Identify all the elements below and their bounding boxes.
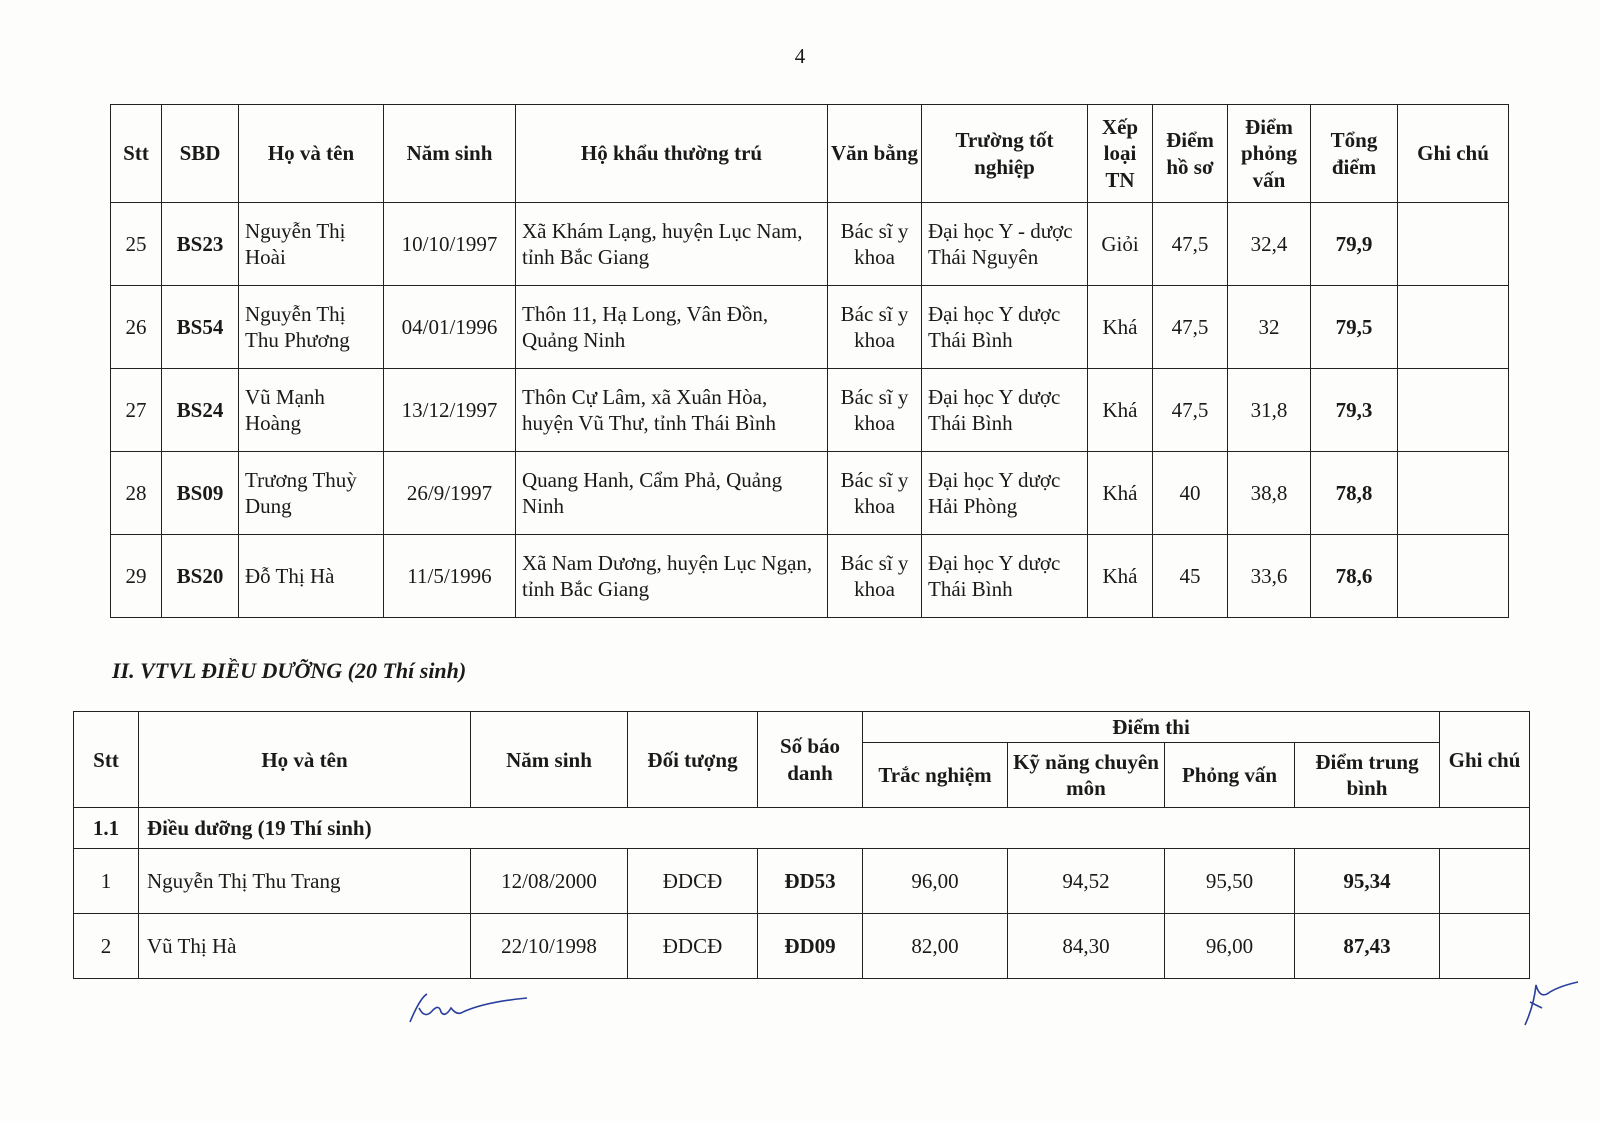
cell-address: Quang Hanh, Cẩm Phả, Quảng Ninh [516, 452, 828, 535]
table-row [111, 286, 1509, 369]
initials-signature-left [405, 990, 535, 1030]
table-row [74, 914, 1530, 979]
cell-average: 95,34 [1295, 849, 1440, 914]
cell-school: Đại học Y dược Thái Bình [922, 535, 1088, 618]
col-school: Trường tốt nghiệp [922, 105, 1088, 203]
cell-address: Xã Nam Dương, huyện Lục Ngạn, tỉnh Bắc Giang [516, 535, 828, 618]
cell-total: 78,8 [1311, 452, 1398, 535]
group-label: Điều dưỡng (19 Thí sinh) [139, 808, 1530, 849]
cell-profile: 40 [1153, 452, 1228, 535]
cell-dob: 11/5/1996 [384, 535, 516, 618]
cell-degree: Bác sĩ y khoa [828, 286, 922, 369]
cell-name: Vũ Thị Hà [139, 914, 471, 979]
cell-profile: 47,5 [1153, 286, 1228, 369]
cell-profile: 47,5 [1153, 369, 1228, 452]
cell-dob: 26/9/1997 [384, 452, 516, 535]
cell-interview: 33,6 [1228, 535, 1311, 618]
table-row [111, 535, 1509, 618]
cell-profile: 47,5 [1153, 203, 1228, 286]
cell-note [1440, 849, 1530, 914]
cell-interview: 38,8 [1228, 452, 1311, 535]
col-dob: Năm sinh [384, 105, 516, 203]
col-sbd: SBD [162, 105, 239, 203]
cell-mcq: 96,00 [863, 849, 1008, 914]
cell-sbd: BS23 [162, 203, 239, 286]
cell-sbd: BS54 [162, 286, 239, 369]
cell-interview: 95,50 [1165, 849, 1295, 914]
cell-address: Xã Khám Lạng, huyện Lục Nam, tỉnh Bắc Giang [516, 203, 828, 286]
group-row [74, 808, 1530, 849]
cell-name: Đỗ Thị Hà [239, 535, 384, 618]
cell-school: Đại học Y - dược Thái Nguyên [922, 203, 1088, 286]
cell-rank: Khá [1088, 452, 1153, 535]
cell-note [1398, 286, 1509, 369]
cell-school: Đại học Y dược Thái Bình [922, 286, 1088, 369]
cell-name: Nguyễn Thị Thu Trang [139, 849, 471, 914]
cell-stt: 26 [111, 286, 162, 369]
cell-profile: 45 [1153, 535, 1228, 618]
cell-interview: 31,8 [1228, 369, 1311, 452]
col-interview: Phỏng vấn [1165, 743, 1295, 808]
col-stt: Stt [74, 712, 139, 808]
cell-school: Đại học Y dược Hải Phòng [922, 452, 1088, 535]
table2-header-row-1 [74, 712, 1530, 743]
cell-note [1398, 369, 1509, 452]
col-name: Họ và tên [239, 105, 384, 203]
cell-stt: 27 [111, 369, 162, 452]
col-stt: Stt [111, 105, 162, 203]
col-skill: Kỹ năng chuyên môn [1008, 743, 1165, 808]
page-number: 4 [794, 44, 806, 68]
cell-note [1398, 452, 1509, 535]
cell-skill: 84,30 [1008, 914, 1165, 979]
col-mcq: Trắc nghiệm [863, 743, 1008, 808]
table-row [111, 369, 1509, 452]
cell-stt: 1 [74, 849, 139, 914]
cell-sbd: BS20 [162, 535, 239, 618]
cell-average: 87,43 [1295, 914, 1440, 979]
cell-degree: Bác sĩ y khoa [828, 203, 922, 286]
cell-stt: 25 [111, 203, 162, 286]
cell-degree: Bác sĩ y khoa [828, 535, 922, 618]
cell-sbd: BS24 [162, 369, 239, 452]
cell-address: Thôn Cự Lâm, xã Xuân Hòa, huyện Vũ Thư, tỉnh Thái Bình [516, 369, 828, 452]
table-row [111, 203, 1509, 286]
col-score-group: Điểm thi [863, 712, 1440, 743]
cell-interview: 32 [1228, 286, 1311, 369]
cell-note [1440, 914, 1530, 979]
table1-header-row [111, 105, 1509, 203]
col-interview-score: Điểm phỏng vấn [1228, 105, 1311, 203]
cell-degree: Bác sĩ y khoa [828, 452, 922, 535]
cell-mcq: 82,00 [863, 914, 1008, 979]
table-row [111, 452, 1509, 535]
cell-stt: 28 [111, 452, 162, 535]
cell-dob: 12/08/2000 [471, 849, 628, 914]
signature-stroke [1525, 982, 1578, 1025]
cell-total: 79,9 [1311, 203, 1398, 286]
cell-name: Nguyễn Thị Hoài [239, 203, 384, 286]
cell-school: Đại học Y dược Thái Bình [922, 369, 1088, 452]
cell-sbd: ĐD53 [758, 849, 863, 914]
cell-total: 79,3 [1311, 369, 1398, 452]
col-sbd: Số báo danh [758, 712, 863, 808]
col-note: Ghi chú [1440, 712, 1530, 808]
cell-rank: Khá [1088, 286, 1153, 369]
cell-dob: 04/01/1996 [384, 286, 516, 369]
cell-name: Vũ Mạnh Hoàng [239, 369, 384, 452]
cell-target: ĐDCĐ [628, 849, 758, 914]
cell-address: Thôn 11, Hạ Long, Vân Đồn, Quảng Ninh [516, 286, 828, 369]
col-profile-score: Điểm hồ sơ [1153, 105, 1228, 203]
cell-note [1398, 535, 1509, 618]
cell-note [1398, 203, 1509, 286]
cell-stt: 2 [74, 914, 139, 979]
group-stt: 1.1 [74, 808, 139, 849]
table-row [74, 849, 1530, 914]
cell-name: Nguyễn Thị Thu Phương [239, 286, 384, 369]
cell-dob: 22/10/1998 [471, 914, 628, 979]
section-title-nursing: II. VTVL ĐIỀU DƯỠNG (20 Thí sinh) [112, 658, 467, 683]
col-degree: Văn bằng [828, 105, 922, 203]
cell-dob: 10/10/1997 [384, 203, 516, 286]
cell-interview: 32,4 [1228, 203, 1311, 286]
col-target: Đối tượng [628, 712, 758, 808]
cell-total: 78,6 [1311, 535, 1398, 618]
cell-sbd: ĐD09 [758, 914, 863, 979]
initials-signature-right [1520, 980, 1590, 1030]
cell-dob: 13/12/1997 [384, 369, 516, 452]
cell-target: ĐDCĐ [628, 914, 758, 979]
signature-stroke [410, 994, 527, 1022]
cell-rank: Giỏi [1088, 203, 1153, 286]
nursing-results-table [73, 711, 1530, 979]
col-name: Họ và tên [139, 712, 471, 808]
cell-interview: 96,00 [1165, 914, 1295, 979]
cell-total: 79,5 [1311, 286, 1398, 369]
cell-rank: Khá [1088, 369, 1153, 452]
col-rank: Xếp loại TN [1088, 105, 1153, 203]
cell-name: Trương Thuỳ Dung [239, 452, 384, 535]
cell-sbd: BS09 [162, 452, 239, 535]
col-average: Điểm trung bình [1295, 743, 1440, 808]
cell-degree: Bác sĩ y khoa [828, 369, 922, 452]
doctor-results-table [110, 104, 1509, 618]
col-note: Ghi chú [1398, 105, 1509, 203]
cell-skill: 94,52 [1008, 849, 1165, 914]
col-dob: Năm sinh [471, 712, 628, 808]
cell-rank: Khá [1088, 535, 1153, 618]
col-address: Hộ khẩu thường trú [516, 105, 828, 203]
col-total-score: Tổng điểm [1311, 105, 1398, 203]
cell-stt: 29 [111, 535, 162, 618]
